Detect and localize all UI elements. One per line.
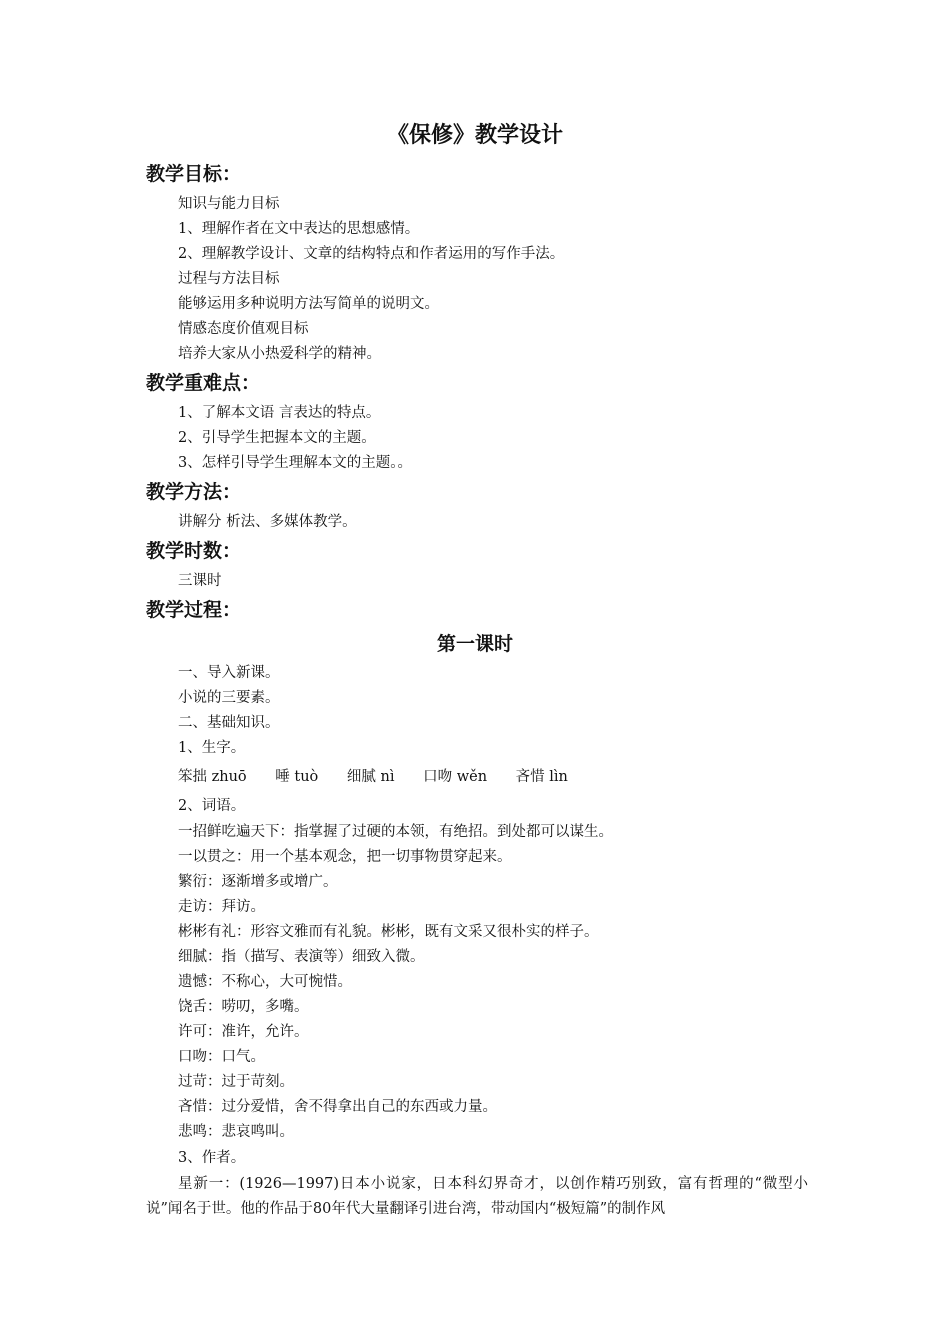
vocab-line: 走访：拜访。 — [178, 899, 265, 915]
keypoint-line: 2、引导学生把握本文的主题。 — [178, 430, 376, 446]
pinyin-item: 吝惜 lìn — [515, 769, 568, 785]
goal-line: 能够运用多种说明方法写简单的说明文。 — [178, 296, 439, 312]
keypoint-line: 1、了解本文语 言表达的特点。 — [178, 405, 381, 421]
lesson-line: 二、基础知识。 — [178, 715, 280, 731]
vocab-line: 口吻：口气。 — [178, 1049, 265, 1065]
vocab-line: 繁衍：逐渐增多或增广。 — [178, 874, 338, 890]
goals-heading: 教学目标： — [146, 163, 242, 185]
goal-line: 过程与方法目标 — [178, 271, 280, 287]
process-heading: 教学过程： — [146, 599, 242, 621]
pinyin-item: 唾 tuò — [275, 769, 319, 785]
goal-line: 2、理解教学设计、文章的结构特点和作者运用的写作手法。 — [178, 246, 565, 262]
vocab-line: 许可：准许，允许。 — [178, 1024, 309, 1040]
method-line: 讲解分 析法、多媒体教学。 — [178, 514, 357, 530]
vocab-heading: 2、词语。 — [178, 798, 246, 814]
pinyin-item: 笨拙 zhuō — [178, 769, 247, 785]
lesson1-title: 第一课时 — [436, 633, 513, 655]
lesson-line: 一、导入新课。 — [178, 665, 280, 681]
vocab-line: 一以贯之：用一个基本观念，把一切事物贯穿起来。 — [178, 849, 512, 865]
hours-line: 三课时 — [178, 573, 222, 589]
method-heading: 教学方法： — [146, 481, 242, 503]
keypoint-line: 3、怎样引导学生理解本文的主题。。 — [178, 455, 412, 471]
vocab-line: 吝惜：过分爱惜，舍不得拿出自己的东西或力量。 — [178, 1099, 497, 1115]
vocab-line: 饶舌：唠叨，多嘴。 — [178, 999, 309, 1015]
vocab-line: 悲鸣：悲哀鸣叫。 — [178, 1124, 294, 1140]
goal-line: 情感态度价值观目标 — [178, 321, 309, 337]
goal-line: 培养大家从小热爱科学的精神。 — [178, 346, 381, 362]
author-heading: 3、作者。 — [178, 1150, 246, 1166]
vocab-line: 遗憾：不称心，大可惋惜。 — [178, 974, 352, 990]
pinyin-row — [178, 766, 592, 788]
vocab-line: 过苛：过于苛刻。 — [178, 1074, 294, 1090]
lesson-line: 小说的三要素。 — [178, 690, 280, 706]
goal-line: 1、理解作者在文中表达的思想感情。 — [178, 221, 420, 237]
pinyin-item: 细腻 nì — [346, 769, 395, 785]
hours-heading: 教学时数： — [146, 540, 242, 562]
vocab-line: 细腻：指（描写、表演等）细致入微。 — [178, 949, 425, 965]
author-paragraph: 星新一：(1926—1997)日本小说家，日本科幻界奇才，以创作精巧别致，富有哲理的“微型小说”闻名于世。他的作品于80年代大量翻译引进台湾，带动国内“极短篇”的制作风 — [146, 1176, 808, 1217]
lesson-line: 1、生字。 — [178, 740, 246, 756]
keypoints-heading: 教学重难点： — [146, 372, 261, 394]
document-title: 《保修》教学设计 — [386, 123, 563, 148]
vocab-line: 一招鲜吃遍天下：指掌握了过硬的本领，有绝招。到处都可以谋生。 — [178, 824, 613, 840]
pinyin-item: 口吻 wěn — [423, 769, 488, 785]
vocab-line: 彬彬有礼：形容文雅而有礼貌。彬彬，既有文采又很朴实的样子。 — [178, 924, 599, 940]
goal-line: 知识与能力目标 — [178, 196, 280, 212]
